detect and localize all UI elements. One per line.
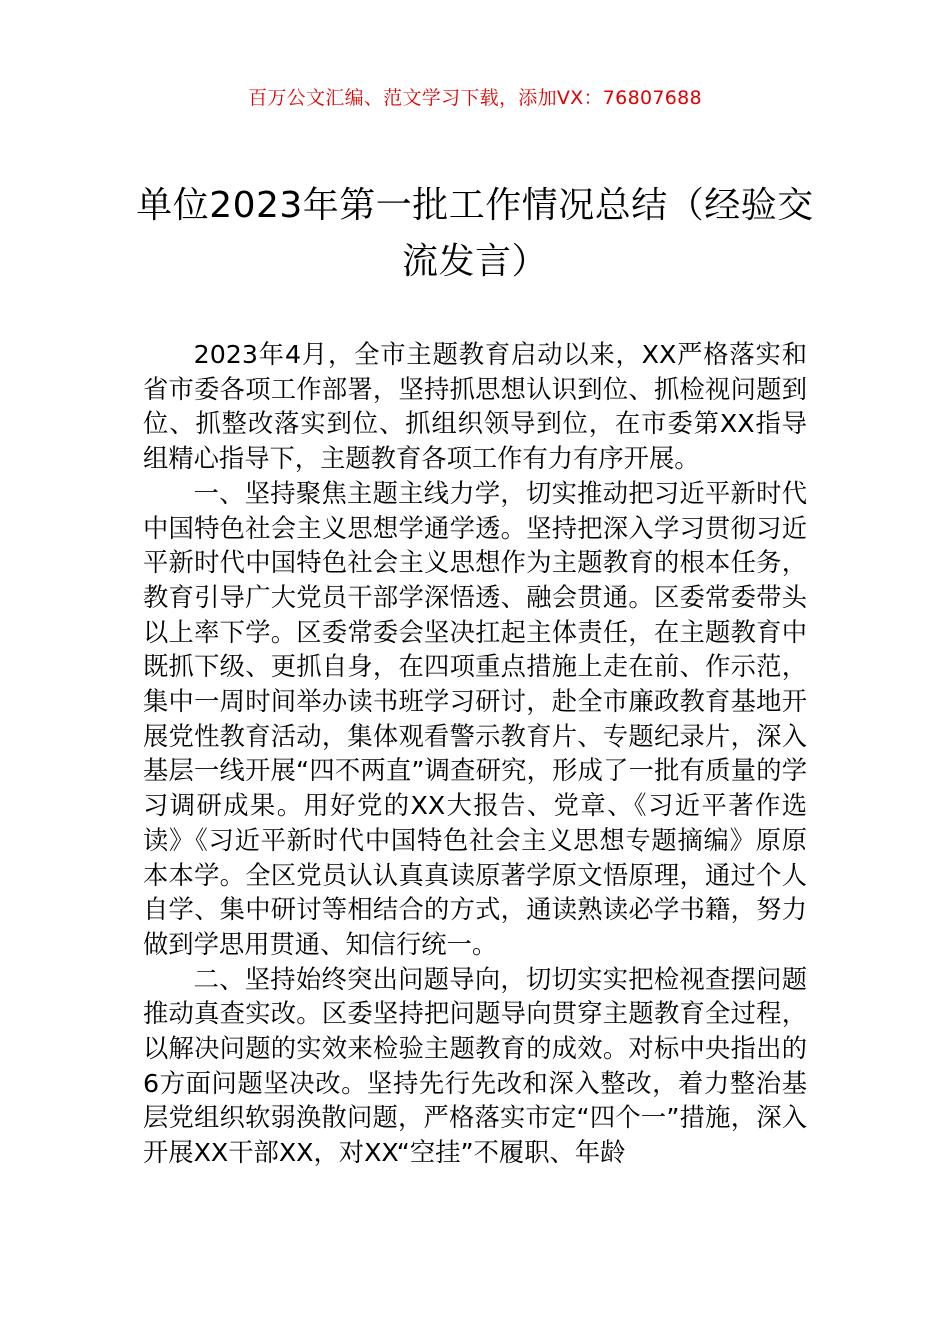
paragraph-section-2: 二、坚持始终突出问题导向，切切实实把检视查摆问题推动真查实改。区委坚持把问题导向贯穿主题教育全过程，以解决问题的实效来检验主题教育的成效。对标中央指出的6方面问题坚决改。坚持先行先改和深入整改，着力整治基层党组织软弱涣散问题，严格落实市定“四个一”措施，深入开展XX干部XX，对XX“空挂”不履职、年龄	[143, 964, 807, 1168]
paragraph-intro: 2023年4月，全市主题教育启动以来，XX严格落实和省市委各项工作部署，坚持抓思想认识到位、抓检视问题到位、抓整改落实到位、抓组织领导到位，在市委第XX指导组精心指导下，主题教育各项工作有力有序开展。	[143, 340, 807, 474]
header-banner: 百万公文汇编、范文学习下载，添加VX：76807688	[248, 87, 702, 109]
title-line-1: 单位2023年第一批工作情况总结（经验交	[136, 185, 814, 226]
paragraph-section-1: 一、坚持聚焦主题主线力学，切实推动把习近平新时代中国特色社会主义思想学通学透。坚持把深入学习贯彻习近平新时代中国特色社会主义思想作为主题教育的根本任务，教育引导广大党员干部学深悟透、融会贯通。区委常委带头以上率下学。区委常委会坚决扛起主体责任，在主题教育中既抓下级、更抓自身，在四项重点措施上走在前、作示范，集中一周时间举办读书班学习研讨，赴全市廉政教育基地开展党性教育活动，集体观看警示教育片、专题纪录片，深入基层一线开展“四不两直”调查研究，形成了一批有质量的学习调研成果。用好党的XX大报告、党章、《习近平著作选读》《习近平新时代中国特色社会主义思想专题摘编》原原本本学。全区党员认认真真读原著学原文悟原理，通过个人自学、集中研讨等相结合的方式，通读熟读必学书籍，努力做到学思用贯通、知信行统一。	[143, 478, 807, 959]
title-line-2: 流发言）	[401, 241, 548, 282]
document-title	[130, 178, 820, 290]
document-body	[143, 338, 807, 1171]
